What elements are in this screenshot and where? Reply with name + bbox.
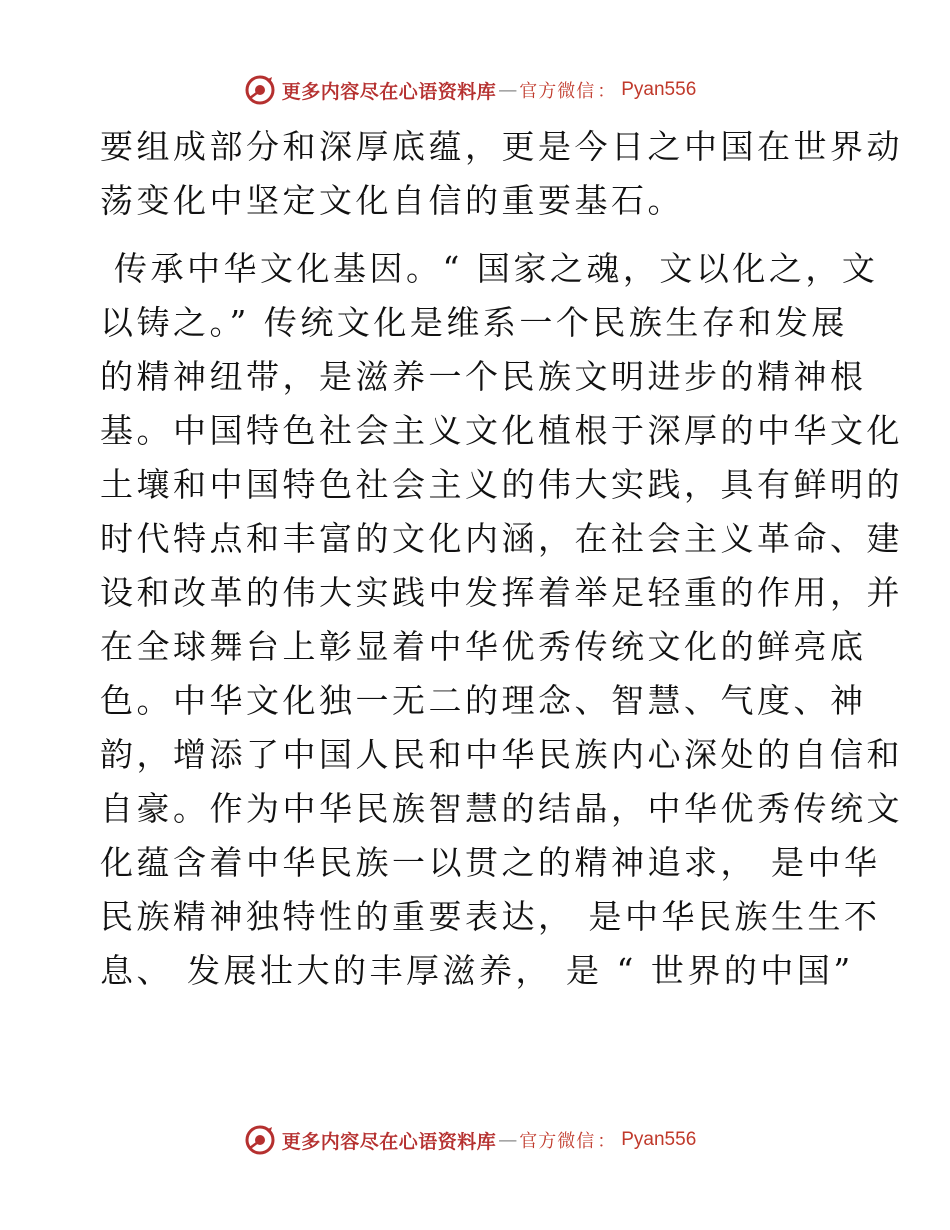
paragraph-1 [100,120,903,228]
footer-wechat-id: Pyan556 [621,1129,697,1150]
footer-brand-text: 更多内容尽在心语资料库 [281,1130,497,1153]
text-line: 土壤和中国特色社会主义的伟大实践，具有鲜明的 [100,465,903,504]
footer-brand [244,1124,697,1156]
header-dash: — [498,79,518,101]
text-line: 息、 发展壮大的丰厚滋养， 是 “ 世界的中国” [100,951,854,990]
text-line: 以铸之。” 传统文化是维系一个民族生存和发展 [100,303,848,342]
text-line: 在全球舞台上彰显着中华优秀传统文化的鲜亮底 [100,627,867,666]
text-line: 荡变化中坚定文化自信的重要基石。 [100,181,684,220]
footer-wechat-label: 官方微信 [519,1131,596,1152]
document-body [100,120,903,998]
page-header [0,72,950,108]
brand-logo-icon [244,1124,276,1156]
page-footer [0,1122,950,1158]
header-wechat-id: Pyan556 [621,79,697,100]
header-brand [244,74,697,106]
footer-colon: ： [597,1131,616,1152]
text-line: 的精神纽带，是滋养一个民族文明进步的精神根 [100,357,867,396]
text-line: 民族精神独特性的重要表达， 是中华民族生生不 [100,897,881,936]
header-brand-text: 更多内容尽在心语资料库 [281,80,497,103]
paragraph-2 [100,242,903,998]
text-line: 设和改革的伟大实践中发挥着举足轻重的作用，并 [100,573,903,612]
footer-dash: — [498,1129,518,1151]
text-line: 色。中华文化独一无二的理念、智慧、气度、神 [100,681,867,720]
text-line: 时代特点和丰富的文化内涵，在社会主义革命、建 [100,519,903,558]
header-colon: ： [597,81,616,102]
header-wechat-label: 官方微信 [519,81,596,102]
text-line: 基。中国特色社会主义文化植根于深厚的中华文化 [100,411,903,450]
text-line: 化蕴含着中华民族一以贯之的精神追求， 是中华 [100,843,881,882]
text-line: 要组成部分和深厚底蕴，更是今日之中国在世界动 [100,127,903,166]
brand-logo-icon [244,74,276,106]
text-line: 自豪。作为中华民族智慧的结晶，中华优秀传统文 [100,789,903,828]
text-line: 韵，增添了中国人民和中华民族内心深处的自信和 [100,735,903,774]
text-line: 传承中华文化基因。“ 国家之魂，文以化之，文 [100,249,879,288]
